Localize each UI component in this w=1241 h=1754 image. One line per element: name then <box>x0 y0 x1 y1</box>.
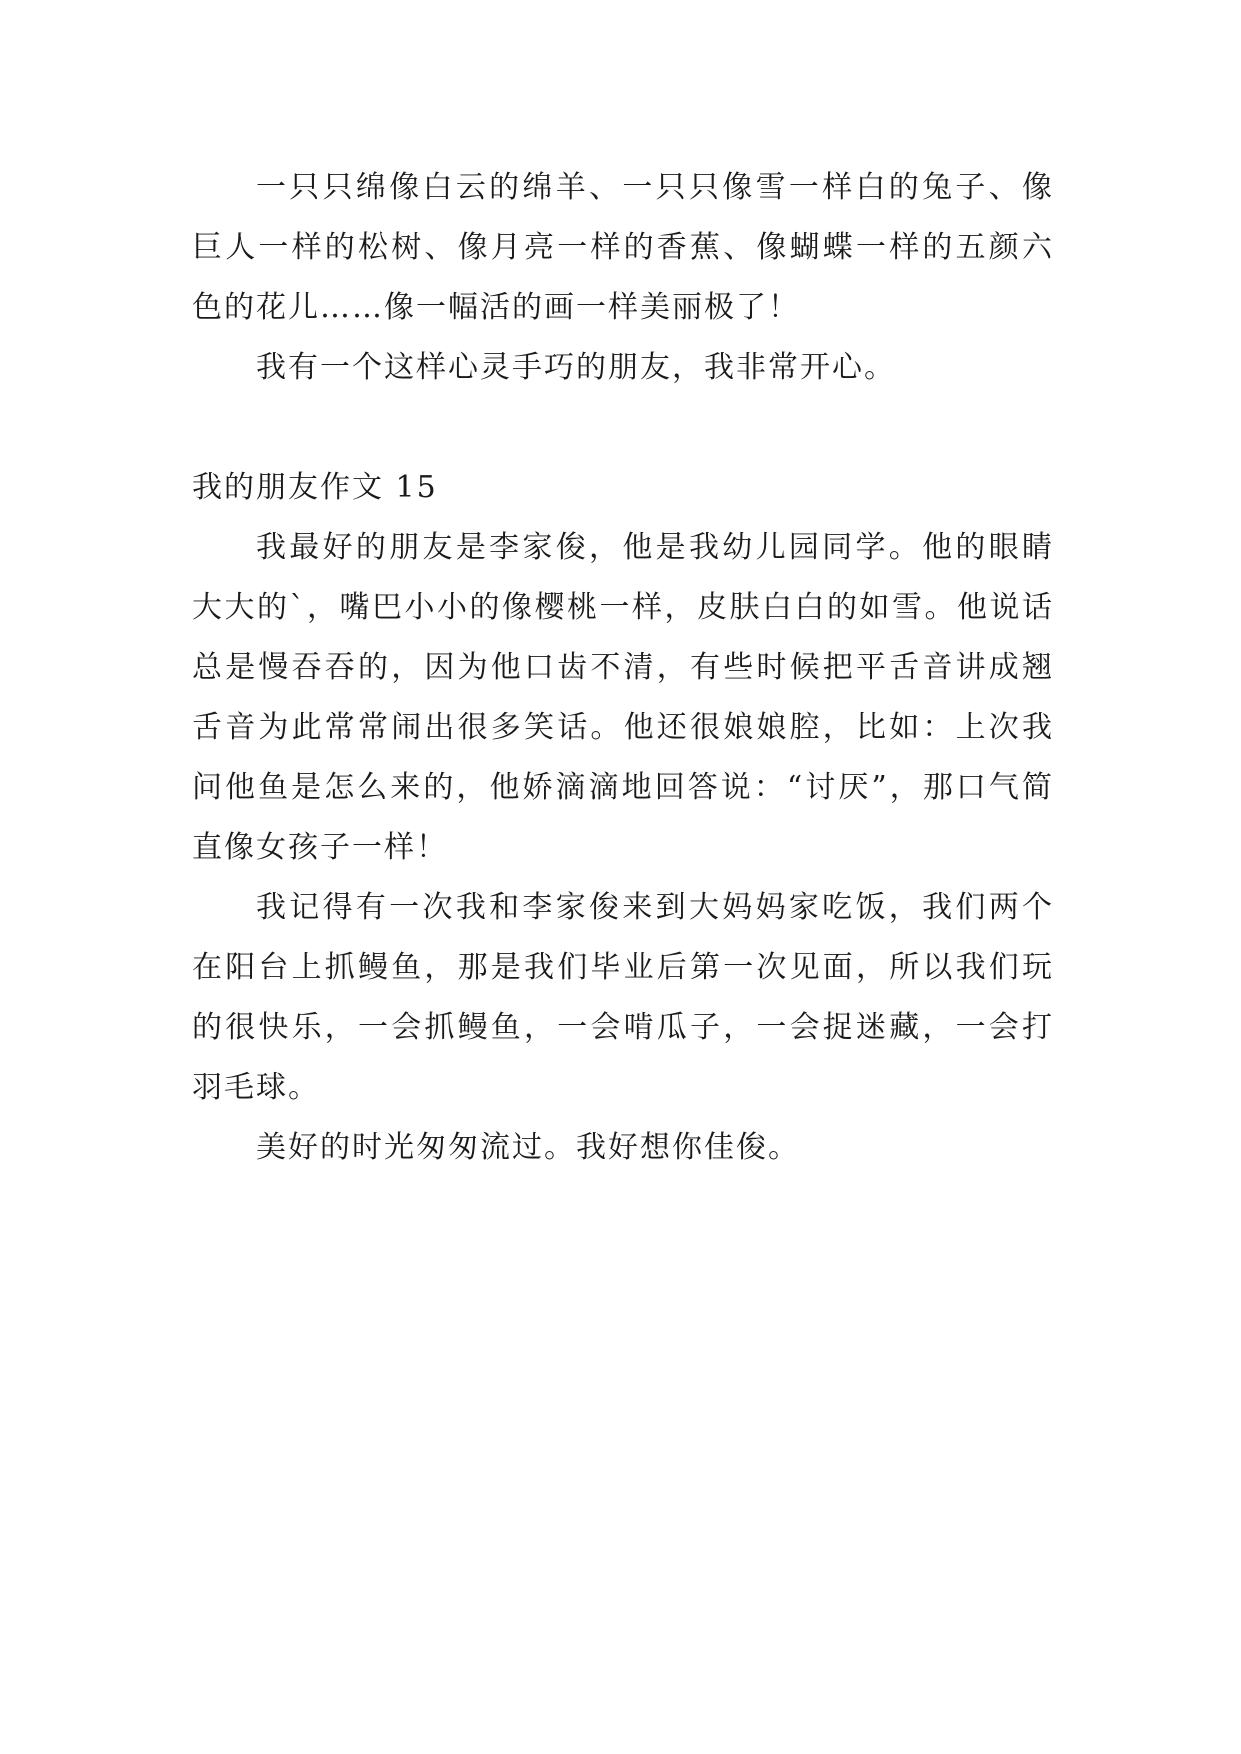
paragraph-2: 我记得有一次我和李家俊来到大妈妈家吃饭，我们两个在阳台上抓鳗鱼，那是我们毕业后第一次见面，所以我们玩的很快乐，一会抓鳗鱼，一会啃瓜子，一会捉迷藏，一会打羽毛球。 <box>192 890 1054 1105</box>
paragraph-intro-2: 我有一个这样心灵手巧的朋友，我非常开心。 <box>256 350 896 385</box>
paragraph-3: 美好的时光匆匆流过。我好想你佳俊。 <box>256 1130 800 1165</box>
paragraph-intro-1: 一只只绵像白云的绵羊、一只只像雪一样白的兔子、像巨人一样的松树、像月亮一样的香蕉、像蝴蝶一样的五颜六色的花儿……像一幅活的画一样美丽极了！ <box>192 170 1054 325</box>
document-body <box>192 158 1054 1178</box>
section-title: 我的朋友作文 15 <box>192 470 438 505</box>
paragraph-1: 我最好的朋友是李家俊，他是我幼儿园同学。他的眼睛大大的`，嘴巴小小的像樱桃一样，皮肤白白的如雪。他说话总是慢吞吞的，因为他口齿不清，有些时候把平舌音讲成翘舌音为此常常闹出很多笑话。他还很娘娘腔，比如：上次我问他鱼是怎么来的，他娇滴滴地回答说：“讨厌”，那口气简直像女孩子一样！ <box>192 530 1054 865</box>
